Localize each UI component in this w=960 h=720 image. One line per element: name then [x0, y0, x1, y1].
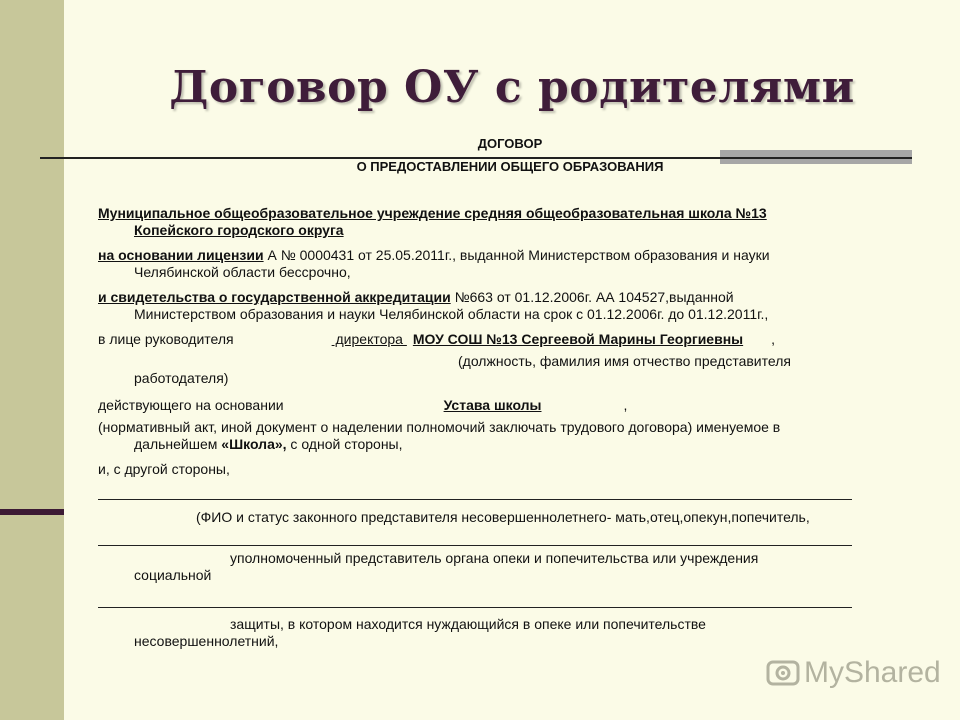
- guardian-note-line: (ФИО и статус законного представителя несовершеннолетнего- мать,отец,опекун,попечитель,: [196, 509, 810, 525]
- school-name-line2: Копейского городского округа: [134, 222, 344, 238]
- accreditation-paragraph: [98, 289, 858, 323]
- normative-note: [98, 419, 858, 453]
- accreditation-line2: Министерством образования и науки Челябинской области на срок с 01.12.2006г. до 01.12.2011г.,: [134, 306, 769, 322]
- sidebar-accent-mark: [0, 509, 64, 515]
- representative-lead: в лице руководителя: [98, 331, 234, 347]
- representative-name: МОУ СОШ №13 Сергеевой Марины Георгиевны: [412, 331, 744, 347]
- normative-note-suffix: с одной стороны,: [286, 436, 403, 452]
- protection-note-line1: защиты, в котором находится нуждающийся в опеке или попечительстве: [230, 616, 706, 632]
- eye-camera-icon: [766, 656, 800, 690]
- basis-document: Устава школы: [443, 397, 542, 413]
- license-line2: Челябинской области бессрочно,: [134, 264, 351, 280]
- school-alias: «Школа»,: [221, 436, 287, 452]
- watermark-text: MyShared: [804, 656, 941, 689]
- doc-heading: ДОГОВОР: [477, 136, 543, 151]
- basis-lead: действующего на основании: [98, 397, 284, 413]
- slide-sidebar: [0, 0, 64, 720]
- fill-line-2: [98, 545, 852, 546]
- representative-role: директора: [331, 331, 407, 347]
- representative-line: [98, 331, 858, 348]
- fill-line-3: [98, 607, 852, 608]
- authority-note: [98, 550, 858, 584]
- doc-subheading: О ПРЕДОСТАВЛЕНИИ ОБЩЕГО ОБРАЗОВАНИЯ: [356, 159, 664, 174]
- representative-comma: ,: [771, 331, 776, 347]
- accreditation-details: №663 от 01.12.2006г. АА 104527,выданной: [450, 289, 734, 305]
- representative-note-line1: (должность, фамилия имя отчество представителя: [458, 353, 791, 369]
- slide-title: Договор ОУ с родителями: [169, 62, 855, 113]
- authority-note-line1: уполномоченный представитель органа опеки и попечительства или учреждения: [230, 550, 759, 566]
- basis-line: [98, 397, 858, 414]
- authority-note-line2: социальной: [134, 567, 212, 583]
- fill-line-1: [98, 499, 852, 500]
- second-party-intro: и, с другой стороны,: [98, 461, 230, 477]
- school-name-line1: Муниципальное общеобразовательное учреждение средняя общеобразовательная школа №13: [98, 205, 767, 221]
- protection-note: [98, 616, 858, 650]
- basis-comma: ,: [623, 397, 628, 413]
- normative-note-line1: (нормативный акт, иной документ о наделении полномочий заключать трудового договора) именуемое в: [98, 419, 781, 435]
- watermark: [766, 656, 941, 690]
- license-paragraph: [98, 247, 858, 281]
- license-details: А № 0000431 от 25.05.2011г., выданной Министерством образования и науки: [263, 247, 770, 263]
- party-school: [98, 205, 858, 239]
- normative-note-prefix: дальнейшем: [134, 436, 222, 452]
- license-label: на основании лицензии: [98, 247, 264, 263]
- representative-note: [98, 353, 858, 387]
- representative-note-line2: работодателя): [134, 370, 229, 386]
- protection-note-line2: несовершеннолетний,: [134, 633, 279, 649]
- guardian-note: [98, 509, 858, 526]
- accreditation-label: и свидетельства о государственной аккредитации: [98, 289, 451, 305]
